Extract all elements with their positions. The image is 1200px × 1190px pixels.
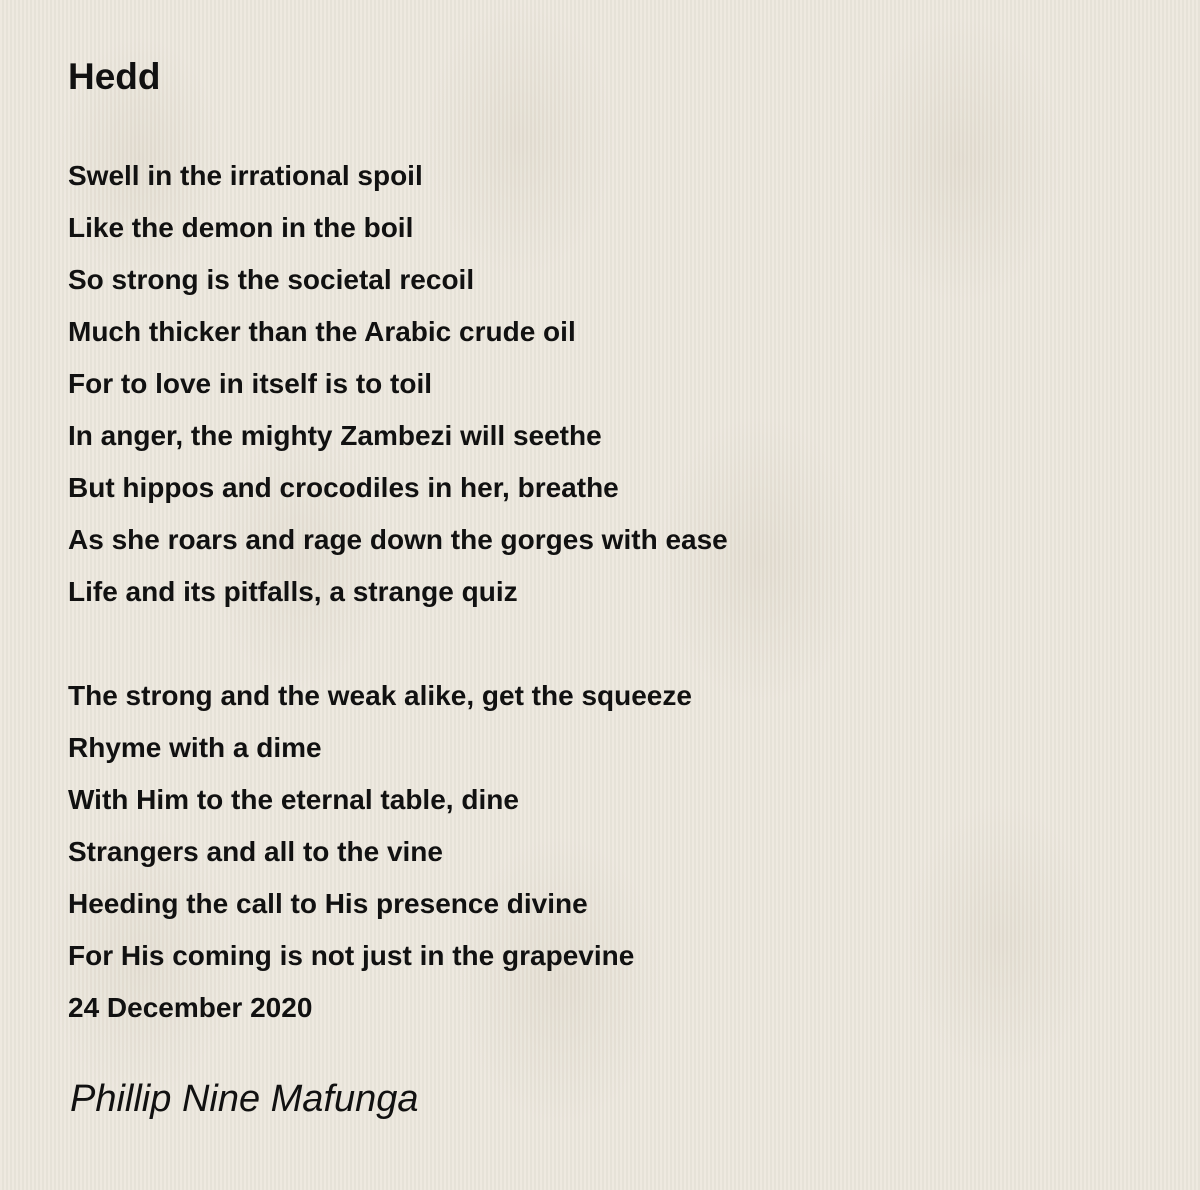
poem-line: Heeding the call to His presence divine xyxy=(68,888,588,919)
poem-line: Rhyme with a dime xyxy=(68,732,322,763)
poem-line: Like the demon in the boil xyxy=(68,212,414,243)
poem-line: So strong is the societal recoil xyxy=(68,264,475,295)
poem-line: For His coming is not just in the grapevine xyxy=(68,940,635,971)
stanza-1 xyxy=(68,150,1168,618)
poem-line: With Him to the eternal table, dine xyxy=(68,784,519,815)
poem-line: For to love in itself is to toil xyxy=(68,368,433,399)
poem-line: In anger, the mighty Zambezi will seethe xyxy=(68,420,602,451)
poem-body xyxy=(68,150,1168,1034)
poem-line: As she roars and rage down the gorges with ease xyxy=(68,524,728,555)
poem-author: Phillip Nine Mafunga xyxy=(70,1078,419,1120)
poem-line: The strong and the weak alike, get the squeeze xyxy=(68,680,692,711)
poem-line: Life and its pitfalls, a strange quiz xyxy=(68,576,518,607)
poem-line: Strangers and all to the vine xyxy=(68,836,443,867)
poem-line: But hippos and crocodiles in her, breathe xyxy=(68,472,619,503)
poem-title: Hedd xyxy=(68,56,161,97)
stanza-2 xyxy=(68,670,1168,1034)
poem-page xyxy=(68,52,1168,1124)
poem-date: 24 December 2020 xyxy=(68,992,313,1023)
poem-line: Swell in the irrational spoil xyxy=(68,160,423,191)
poem-line: Much thicker than the Arabic crude oil xyxy=(68,316,576,347)
